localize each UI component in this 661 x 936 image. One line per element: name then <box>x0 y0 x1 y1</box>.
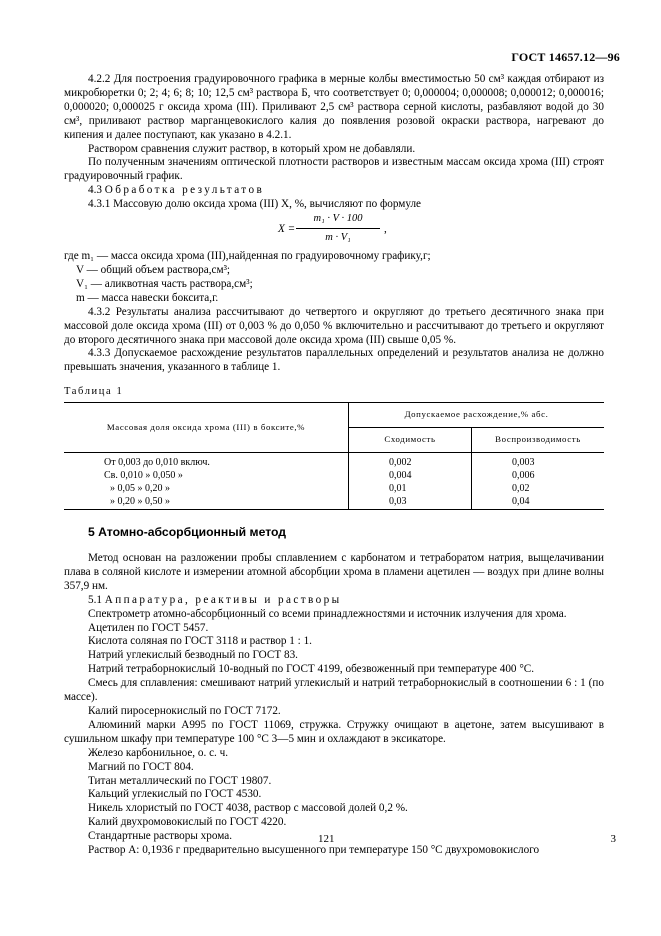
formula-denominator: m · V₁ <box>325 232 351 244</box>
conv-row-3: 0,01 <box>389 483 407 495</box>
legend-m1: где m₁ — масса оксида хрома (III),найденная по градуировочному графику,г; <box>64 250 431 263</box>
section-5-title: 5 Атомно-абсорбционный метод <box>88 525 287 540</box>
conv-row-1: 0,002 <box>389 457 412 469</box>
repro-row-3: 0,02 <box>512 483 530 495</box>
legend-m: m — масса навески боксита,г. <box>76 291 219 304</box>
item-aluminium: Алюминий марки А995 по ГОСТ 11069, стружка. Стружку очищают в ацетоне, затем высушивают в сушильном шкафу при температуре 100 °С 3—5 мин и охлаждают в эксикаторе. <box>64 718 604 745</box>
range-row-3: » 0,05 » 0,20 » <box>110 483 170 495</box>
item-titanium: Титан металлический по ГОСТ 19807. <box>88 774 272 787</box>
item-fusion-mixture: Смесь для сплавления: смешивают натрий углекислый и натрий тетраборнокислый в соотношении 6 : 1 (по массе). <box>64 677 604 704</box>
table-caption: Таблица 1 <box>64 386 124 398</box>
subsection-5-1-number: 5.1 <box>88 593 102 606</box>
formula-comma: , <box>384 223 387 236</box>
repro-row-2: 0,006 <box>512 470 535 482</box>
paragraph-4-3-2: 4.3.2 Результаты анализа рассчитывают до четвертого и округляют до третьего десятичного знака при массовой доле оксида хрома (III) от 0,003 % до 0,050 % включительно и рассчитывают до третьего и округляют до второго десятичного знака при массовой доле оксида хрома (III) свыше 0,05 %. <box>64 305 604 346</box>
subsection-5-1-title: Аппаратура, реактивы и растворы <box>104 593 342 606</box>
formula-numerator: m₁ · V · 100 <box>313 213 363 225</box>
paragraph-4-2-2: 4.2.2 Для построения градуировочного графика в мерные колбы вместимостью 50 см³ каждая отбирают из микробюретки 0; 2; 4; 6; 8; 10; 12,5 см³ раствора Б, что соответствует 0; 0,000004; 0,000008; 0,000012; 0,000016; 0,000020; 0,000025 г оксида хрома (III). Приливают 2,5 см³ раствора серной кислоты, разбавляют водой до 30 см³, приливают раствор марганцевокислого калия до появления розовой окраски раствора, нагревают до кипения и далее поступают, как указано в 4.2.1. <box>64 73 604 141</box>
formula-legend <box>64 250 604 306</box>
column-header-reproducibility: Воспроизводимость <box>472 428 605 453</box>
document-header: ГОСТ 14657.12—96 <box>511 50 620 64</box>
paragraph-4-3-3: 4.3.3 Допускаемое расхождение результатов параллельных определений и результатов анализа не должно превышать значения, указанного в таблице 1. <box>64 347 604 374</box>
paragraph-4-3-1: 4.3.1 Массовую долю оксида хрома (III) X, %, вычисляют по формуле <box>88 198 422 211</box>
table-reproducibility-cell <box>472 453 605 510</box>
item-nickel-chloride: Никель хлористый по ГОСТ 4038, раствор с массовой долей 0,2 %. <box>88 802 408 815</box>
formula-fraction-bar <box>296 228 380 229</box>
item-calcium-carbonate: Кальций углекислый по ГОСТ 4530. <box>88 788 262 801</box>
item-sodium-carbonate: Натрий углекислый безводный по ГОСТ 83. <box>88 649 298 662</box>
item-potassium-dichromate: Калий двухромовокислый по ГОСТ 4220. <box>88 816 287 829</box>
item-carbonyl-iron: Железо карбонильное, о. с. ч. <box>88 746 229 759</box>
column-header-allowed-difference: Допускаемое расхождение,% абс. <box>349 403 605 428</box>
range-row-1: От 0,003 до 0,010 включ. <box>104 457 210 469</box>
formula-lhs: X = <box>278 223 296 236</box>
table-1 <box>64 402 604 510</box>
table-range-cell <box>64 453 349 510</box>
conv-row-4: 0,03 <box>389 496 407 508</box>
item-sodium-tetraborate: Натрий тетраборнокислый 10-водный по ГОСТ 4199, обезвоженный при температуре 400 °С. <box>88 663 535 676</box>
page-number-right: 3 <box>610 833 616 845</box>
item-solution-a: Раствор А: 0,1936 г предварительно высушенного при температуре 150 °С двухромовокислого <box>88 844 540 857</box>
column-header-convergence: Сходимость <box>349 428 472 453</box>
formula-mass-fraction <box>64 212 604 250</box>
column-header-mass-fraction: Массовая доля оксида хрома (III) в боксите,% <box>64 403 349 453</box>
item-standard-solutions: Стандартные растворы хрома. <box>88 830 233 843</box>
item-acetylene: Ацетилен по ГОСТ 5457. <box>88 621 209 634</box>
subsection-4-3-number: 4.3 <box>88 184 102 197</box>
item-potassium-pyrosulfate: Калий пиросернокислый по ГОСТ 7172. <box>88 705 281 717</box>
legend-v: V — общий объем раствора,см³; <box>76 263 231 276</box>
item-spectrometer: Спектрометр атомно-абсорбционный со всеми принадлежностями и источник излучения для хрома. <box>88 607 567 620</box>
range-row-2: Св. 0,010 » 0,050 » <box>104 470 183 482</box>
paragraph-reference-solution: Раствором сравнения служит раствор, в который хром не добавляли. <box>88 142 416 155</box>
paragraph-calibration-graph: По полученным значениям оптической плотности растворов и известным массам оксида хрома (III) строят градуировочный график. <box>64 156 604 183</box>
repro-row-4: 0,04 <box>512 496 530 508</box>
paragraph-method: Метод основан на разложении пробы сплавлением с карбонатом и тетраборатом натрия, выщелачивании плава в соляной кислоте и измерении атомной абсорбции хрома в пламени ацетилен — воздух при длине волны 357,9 нм. <box>64 552 604 592</box>
range-row-4: » 0,20 » 0,50 » <box>110 496 170 508</box>
item-magnesium: Магний по ГОСТ 804. <box>88 760 194 773</box>
document-body <box>64 73 604 858</box>
item-hydrochloric-acid: Кислота соляная по ГОСТ 3118 и раствор 1 : 1. <box>88 635 312 648</box>
subsection-4-3-heading <box>64 184 604 198</box>
subsection-5-1-heading <box>64 594 604 608</box>
subsection-4-3-title: Обработка результатов <box>104 184 265 197</box>
legend-v1: V₁ — аликвотная часть раствора,см³; <box>76 277 253 290</box>
table-row <box>64 453 604 510</box>
conv-row-2: 0,004 <box>389 470 412 482</box>
table-convergence-cell <box>349 453 472 510</box>
page-number-center: 121 <box>318 833 335 845</box>
repro-row-1: 0,003 <box>512 457 535 469</box>
